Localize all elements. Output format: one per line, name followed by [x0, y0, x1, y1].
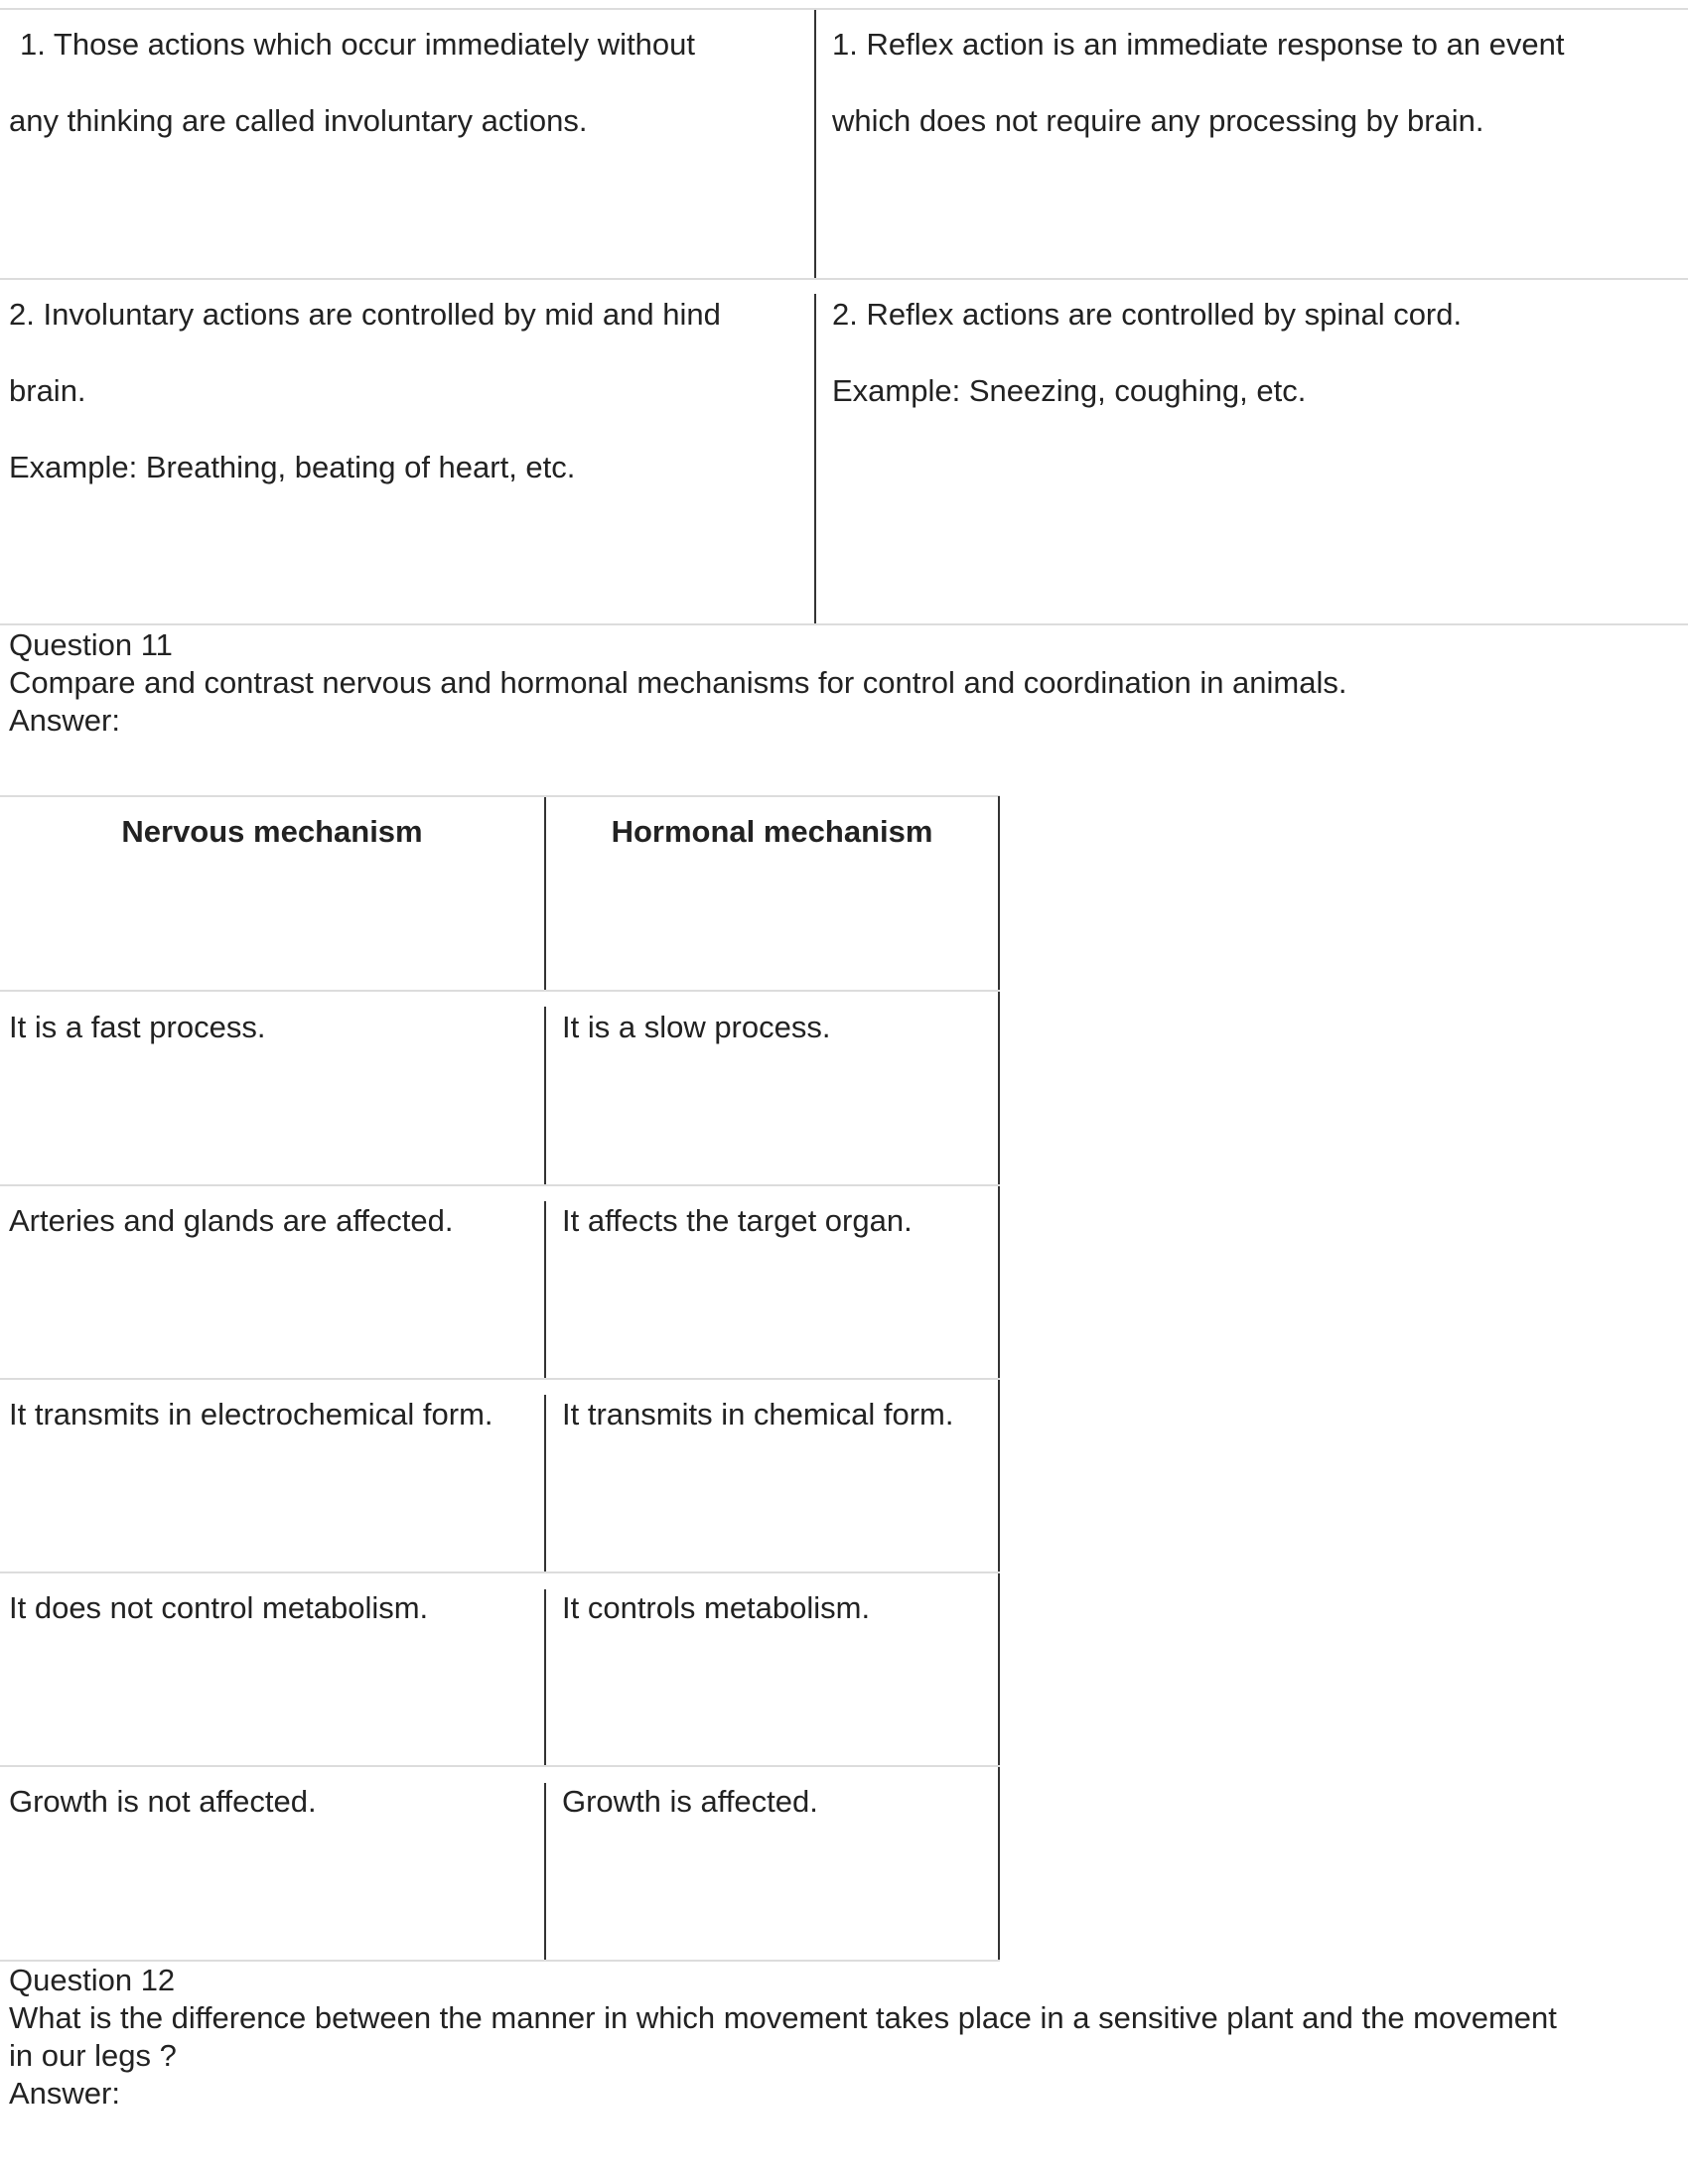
table1-top-border [0, 8, 1688, 10]
table2-row-divider [544, 1201, 546, 1379]
table2-cell-nervous: Arteries and glands are affected. [9, 1203, 454, 1238]
table1-bottom-border [0, 623, 1688, 625]
table2-row-divider [544, 1395, 546, 1572]
table1-r1-left-line2: any thinking are called involuntary actions. [9, 103, 588, 138]
question-title: Question 12 [9, 1963, 176, 1997]
table2-row-divider [544, 1007, 546, 1185]
table2-cell-hormonal: It controls metabolism. [562, 1590, 871, 1625]
table2-cell-nervous: It transmits in electrochemical form. [9, 1397, 493, 1432]
table2-row-border [0, 1378, 1000, 1380]
table2-cell-hormonal: It transmits in chemical form. [562, 1397, 954, 1432]
answer-label: Answer: [9, 2076, 120, 2111]
table2-cell-nervous: It is a fast process. [9, 1010, 266, 1044]
table1-r2-left-line2: brain. [9, 373, 86, 408]
table2-top-border [0, 795, 1000, 797]
question-title: Question 11 [9, 627, 173, 662]
table1-r2-left-line3: Example: Breathing, beating of heart, etc. [9, 450, 576, 484]
table1-row-border [0, 278, 1688, 280]
answer-label: Answer: [9, 703, 120, 738]
table2-cell-nervous: Growth is not affected. [9, 1784, 317, 1819]
table2-cell-nervous: It does not control metabolism. [9, 1590, 429, 1625]
table1-r2-left-line1: 2. Involuntary actions are controlled by mid and hind [9, 297, 721, 332]
table1-r1-right-line2: which does not require any processing by brain. [832, 103, 1484, 138]
question-text: Compare and contrast nervous and hormonal mechanisms for control and coordination in animals. [9, 665, 1347, 700]
question-text-line1: What is the difference between the manner in which movement takes place in a sensitive plant and the movement [9, 2000, 1557, 2035]
table1-row2-divider [814, 294, 816, 623]
table2-row-divider [544, 1589, 546, 1766]
table1-r1-right-line1: 1. Reflex action is an immediate response to an event [832, 27, 1565, 62]
table2-cell-hormonal: It is a slow process. [562, 1010, 831, 1044]
table2-row-border [0, 990, 1000, 992]
table1-r1-left-line1: 1. Those actions which occur immediately without [20, 27, 696, 62]
table2-row-divider [544, 1783, 546, 1960]
table2-cell-hormonal: Growth is affected. [562, 1784, 818, 1819]
table2-row-border [0, 1184, 1000, 1186]
table2-row-border [0, 1571, 1000, 1573]
header-hormonal-mechanism: Hormonal mechanism [611, 814, 933, 849]
header-nervous-mechanism: Nervous mechanism [121, 814, 423, 849]
table1-row1-divider [814, 10, 816, 279]
question-text-line2: in our legs ? [9, 2038, 177, 2073]
table2-row-border [0, 1765, 1000, 1767]
table2-cell-hormonal: It affects the target organ. [562, 1203, 913, 1238]
table1-r2-right-line1: 2. Reflex actions are controlled by spinal cord. [832, 297, 1463, 332]
table1-r2-right-line2: Example: Sneezing, coughing, etc. [832, 373, 1307, 408]
